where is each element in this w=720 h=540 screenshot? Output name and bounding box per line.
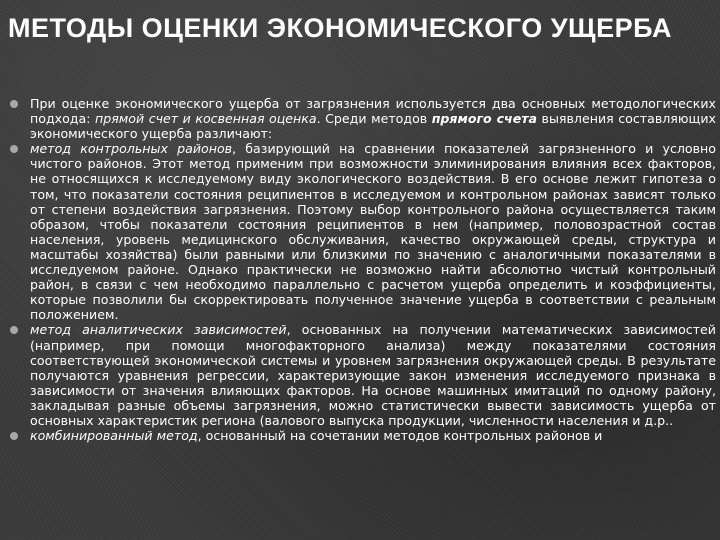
bullet-text-part: выявления составляющих экономического ущерба различают: [30, 111, 716, 142]
bullet-text-part: , основанных на получении математических зависимостей (например, при помощи многофакторного анализа) между показателями состояния соответствующей экономической системы и уровнем загрязнения окружающей среды. В результате получаются уравнения регрессии, характеризующие закон изменения исследуемого признака в зависимости от значения влияющих факторов. На основе машинных имитаций по одному району, закладывая разные объемы загрязнения, можно статистически вывести зависимость ущерба от основных характеристик региона (валового выпуска продукции, численности населения и д.р.. [30, 322, 716, 428]
slide-title: МЕТОДЫ ОЦЕНКИ ЭКОНОМИЧЕСКОГО УЩЕРБА [8, 13, 672, 43]
bullet-dot-icon [10, 326, 18, 334]
slide-content [10, 96, 716, 443]
bullet-text-part: метод аналитических зависимостей [30, 322, 287, 338]
bullet-text-part: комбинированный метод [30, 428, 198, 444]
bullet-dot-icon [10, 100, 18, 108]
bullet-item [10, 141, 716, 322]
bullet-text-part: . Среди методов [316, 111, 432, 127]
bullet-list [10, 96, 716, 443]
bullet-text-part: прямой счет и косвенная оценка [94, 111, 317, 127]
bullet-text-part: , основанный на сочетании методов контрольных районов и [197, 428, 603, 444]
bullet-dot-icon [10, 432, 18, 440]
bullet-text-part: метод контрольных районов [30, 141, 233, 157]
bullet-item [10, 428, 716, 443]
bullet-item [10, 96, 716, 141]
bullet-text-part: , базирующий на сравнении показателей загрязненного и условно чистого районов. Этот метод применим при возможности элиминирования влияния всех факторов, не относящихся к исследуемому виду экологического воздействия. В его основе лежит гипотеза о том, что показатели состояния реципиентов в исследуемом и контрольном районах зависят только от степени воздействия загрязнения. Поэтому выбор контрольного района осуществляется таким образом, чтобы показатели состояния реципиентов в нем (например, половозрастной состав населения, уровень медицинского обслуживания, качество окружающей среды, структура и масштабы хозяйства) были равными или близкими по значению с аналогичными показателями в исследуемом районе. Однако практически не возможно найти абсолютно чистый контрольный район, в связи с чем необходимо параллельно с расчетом ущерба определить и коэффициенты, которые позволили бы скорректировать полученное значение ущерба в соответствии с реальным положением. [30, 141, 716, 323]
bullet-item [10, 322, 716, 428]
bullet-text-part: При оценке экономического ущерба от загрязнения используется два основных методологических подхода: [30, 96, 716, 127]
bullet-dot-icon [10, 145, 18, 153]
bullet-text-part: прямого счета [431, 111, 538, 127]
